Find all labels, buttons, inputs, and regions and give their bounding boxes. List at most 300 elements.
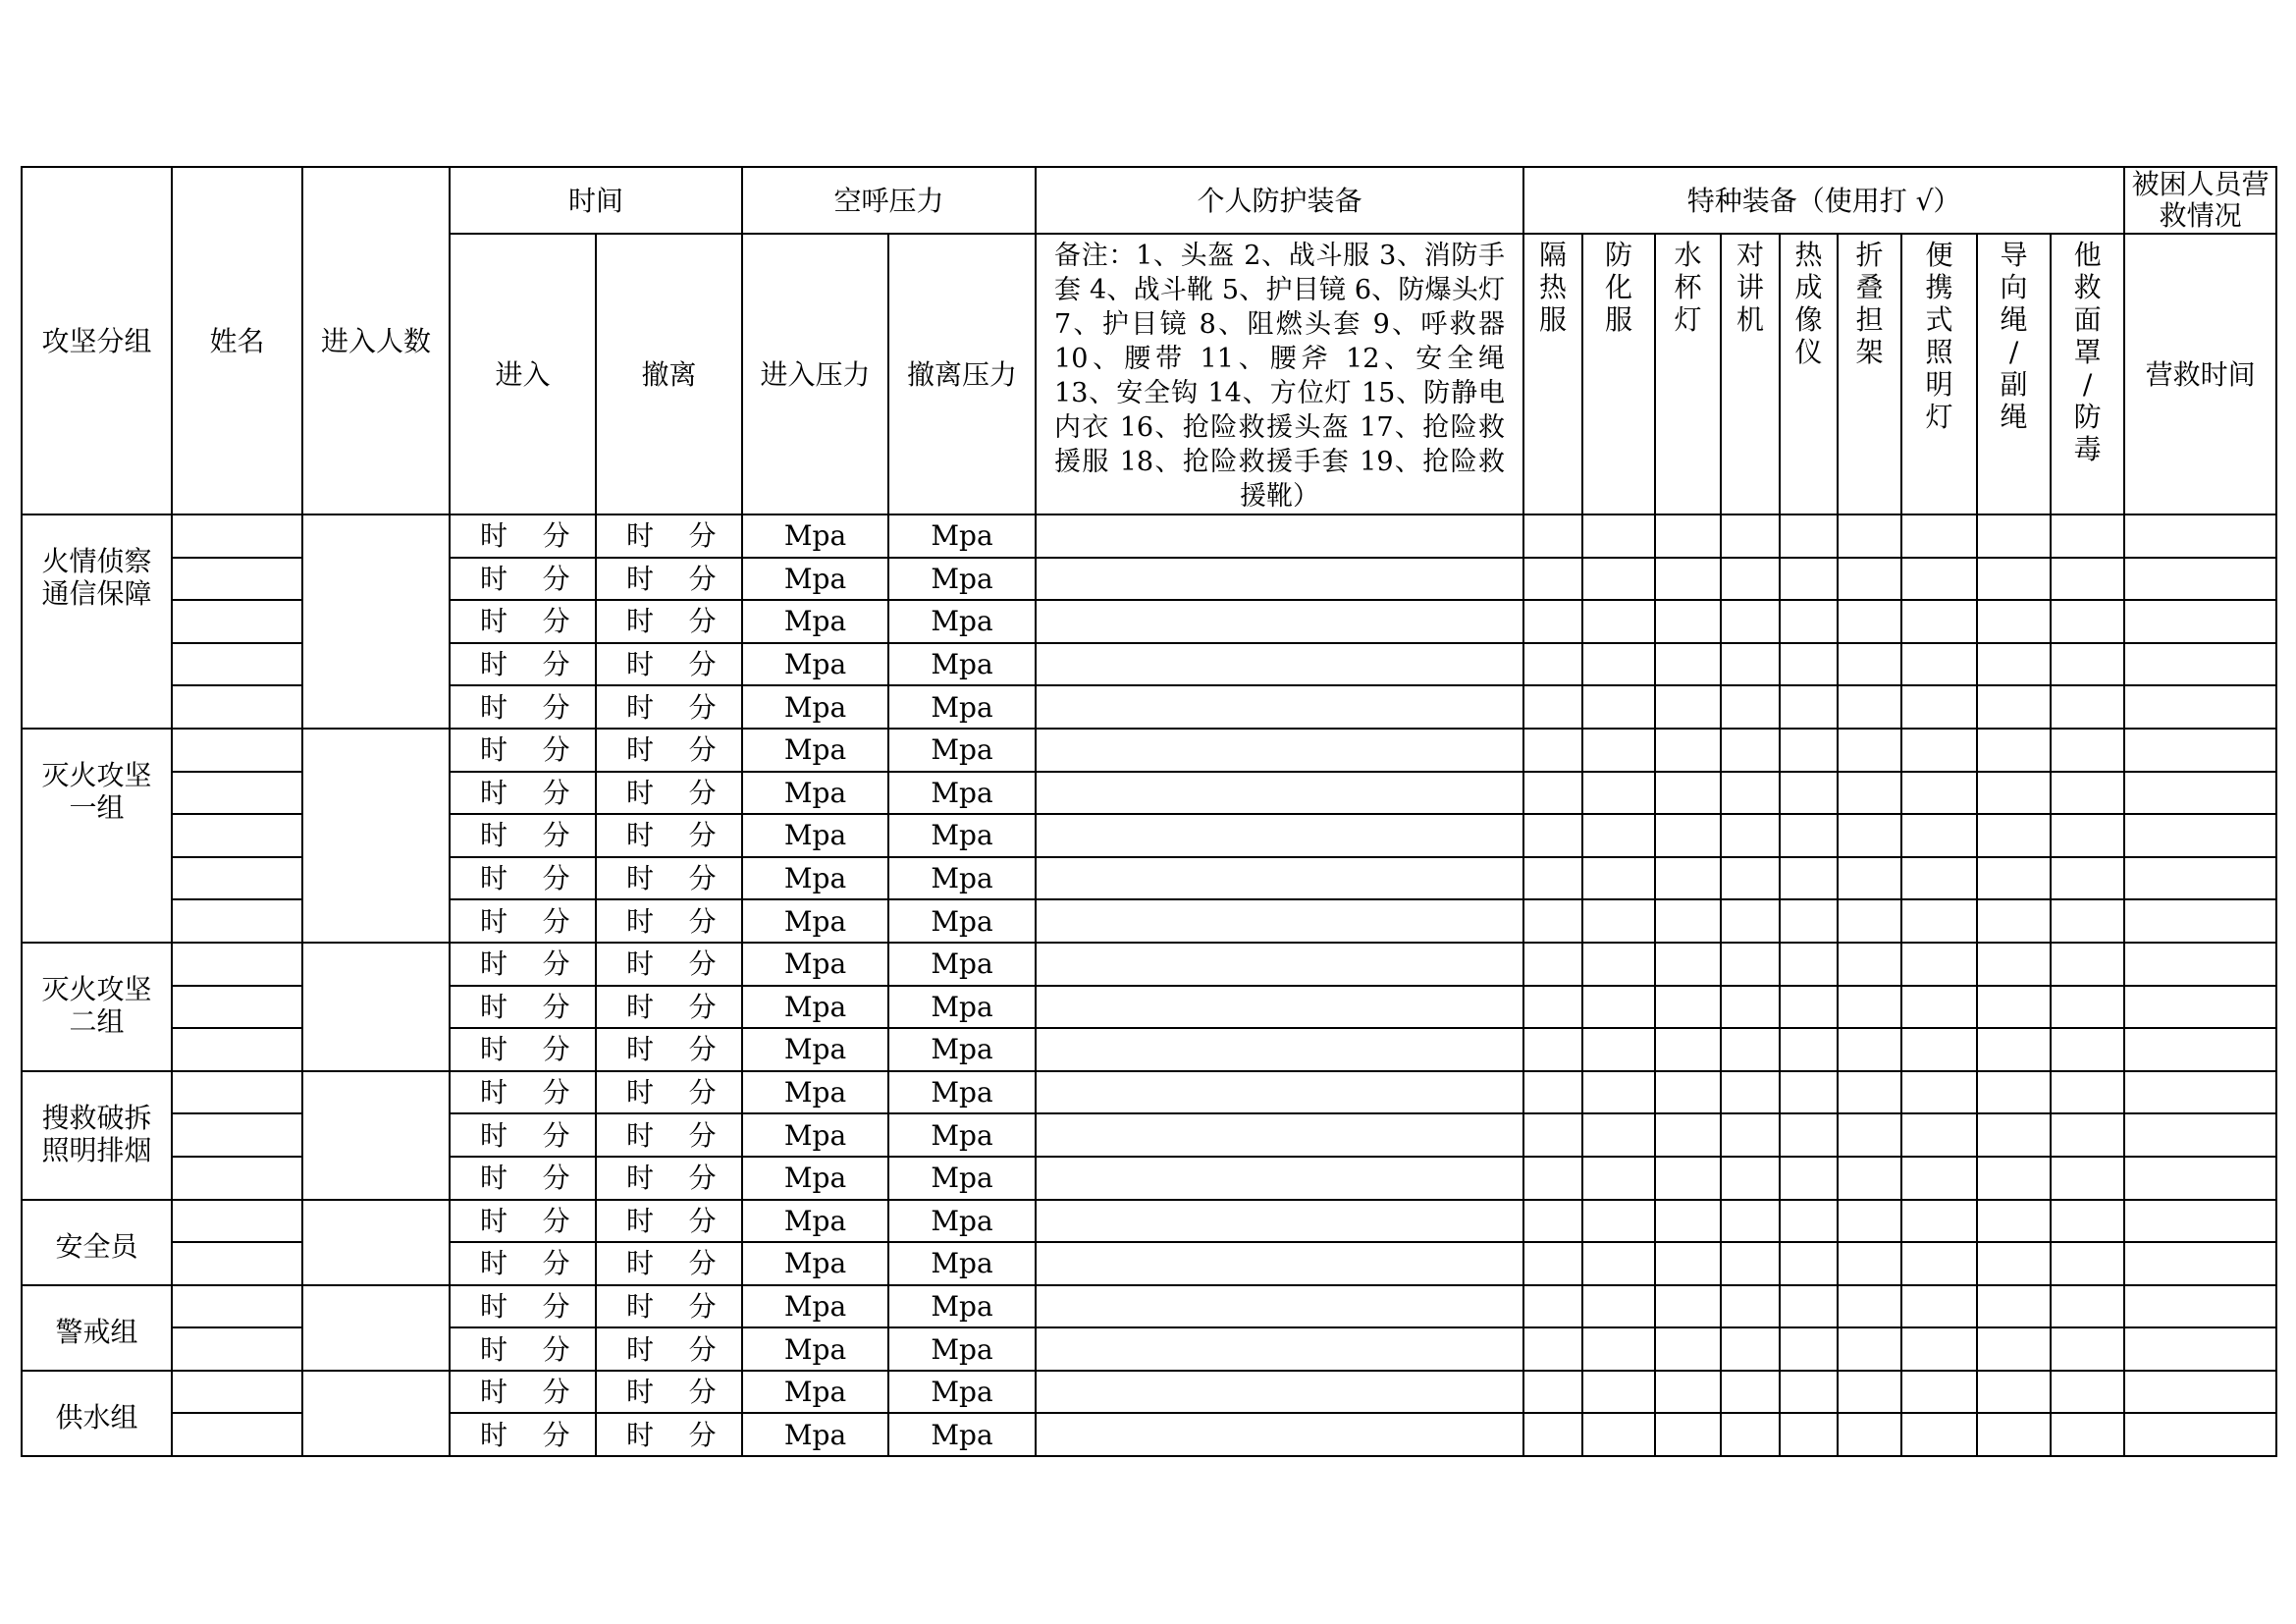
time-enter-cell[interactable]: 时 分 bbox=[450, 1113, 596, 1157]
special-equipment-check-cell[interactable] bbox=[2051, 1113, 2124, 1157]
special-equipment-check-cell[interactable] bbox=[1901, 1113, 1977, 1157]
special-equipment-check-cell[interactable] bbox=[2051, 1200, 2124, 1243]
special-equipment-check-cell[interactable] bbox=[1582, 1413, 1655, 1456]
special-equipment-check-cell[interactable] bbox=[1655, 600, 1721, 643]
special-equipment-check-cell[interactable] bbox=[1977, 514, 2051, 558]
pressure-exit-cell[interactable]: Mpa bbox=[888, 1157, 1036, 1200]
special-equipment-check-cell[interactable] bbox=[1655, 943, 1721, 986]
count-input-cell[interactable] bbox=[302, 1071, 450, 1200]
name-input-cell[interactable] bbox=[172, 943, 302, 986]
time-enter-cell[interactable]: 时 分 bbox=[450, 857, 596, 900]
special-equipment-check-cell[interactable] bbox=[1838, 1071, 1901, 1114]
time-enter-cell[interactable]: 时 分 bbox=[450, 1413, 596, 1456]
special-equipment-check-cell[interactable] bbox=[1977, 1028, 2051, 1071]
rescue-time-cell[interactable] bbox=[2124, 1157, 2276, 1200]
special-equipment-check-cell[interactable] bbox=[1523, 643, 1582, 686]
personal-equipment-cell[interactable] bbox=[1036, 1071, 1523, 1114]
special-equipment-check-cell[interactable] bbox=[1977, 899, 2051, 943]
pressure-enter-cell[interactable]: Mpa bbox=[742, 1028, 888, 1071]
name-input-cell[interactable] bbox=[172, 729, 302, 772]
special-equipment-check-cell[interactable] bbox=[1523, 1413, 1582, 1456]
special-equipment-check-cell[interactable] bbox=[1838, 1200, 1901, 1243]
time-enter-cell[interactable]: 时 分 bbox=[450, 1371, 596, 1414]
name-input-cell[interactable] bbox=[172, 1285, 302, 1328]
special-equipment-check-cell[interactable] bbox=[1780, 1200, 1838, 1243]
name-input-cell[interactable] bbox=[172, 1242, 302, 1285]
time-enter-cell[interactable]: 时 分 bbox=[450, 1071, 596, 1114]
special-equipment-check-cell[interactable] bbox=[2051, 899, 2124, 943]
personal-equipment-cell[interactable] bbox=[1036, 1200, 1523, 1243]
special-equipment-check-cell[interactable] bbox=[1901, 643, 1977, 686]
name-input-cell[interactable] bbox=[172, 899, 302, 943]
special-equipment-check-cell[interactable] bbox=[1838, 857, 1901, 900]
special-equipment-check-cell[interactable] bbox=[1655, 558, 1721, 601]
rescue-time-cell[interactable] bbox=[2124, 558, 2276, 601]
special-equipment-check-cell[interactable] bbox=[1655, 899, 1721, 943]
special-equipment-check-cell[interactable] bbox=[1977, 1200, 2051, 1243]
special-equipment-check-cell[interactable] bbox=[1838, 643, 1901, 686]
special-equipment-check-cell[interactable] bbox=[1901, 772, 1977, 815]
special-equipment-check-cell[interactable] bbox=[1780, 772, 1838, 815]
special-equipment-check-cell[interactable] bbox=[1582, 1113, 1655, 1157]
special-equipment-check-cell[interactable] bbox=[1721, 1071, 1780, 1114]
time-exit-cell[interactable]: 时 分 bbox=[596, 1028, 742, 1071]
special-equipment-check-cell[interactable] bbox=[1721, 899, 1780, 943]
rescue-time-cell[interactable] bbox=[2124, 1028, 2276, 1071]
special-equipment-check-cell[interactable] bbox=[1721, 1113, 1780, 1157]
pressure-enter-cell[interactable]: Mpa bbox=[742, 1285, 888, 1328]
time-enter-cell[interactable]: 时 分 bbox=[450, 643, 596, 686]
rescue-time-cell[interactable] bbox=[2124, 1242, 2276, 1285]
special-equipment-check-cell[interactable] bbox=[1523, 685, 1582, 729]
rescue-time-cell[interactable] bbox=[2124, 685, 2276, 729]
count-input-cell[interactable] bbox=[302, 1200, 450, 1285]
personal-equipment-cell[interactable] bbox=[1036, 1028, 1523, 1071]
time-exit-cell[interactable]: 时 分 bbox=[596, 729, 742, 772]
time-exit-cell[interactable]: 时 分 bbox=[596, 857, 742, 900]
special-equipment-check-cell[interactable] bbox=[1523, 600, 1582, 643]
special-equipment-check-cell[interactable] bbox=[1977, 1157, 2051, 1200]
special-equipment-check-cell[interactable] bbox=[1655, 1028, 1721, 1071]
special-equipment-check-cell[interactable] bbox=[1523, 1113, 1582, 1157]
name-input-cell[interactable] bbox=[172, 1327, 302, 1371]
special-equipment-check-cell[interactable] bbox=[1780, 1242, 1838, 1285]
special-equipment-check-cell[interactable] bbox=[1838, 943, 1901, 986]
rescue-time-cell[interactable] bbox=[2124, 943, 2276, 986]
time-exit-cell[interactable]: 时 分 bbox=[596, 1157, 742, 1200]
time-exit-cell[interactable]: 时 分 bbox=[596, 1113, 742, 1157]
pressure-exit-cell[interactable]: Mpa bbox=[888, 643, 1036, 686]
special-equipment-check-cell[interactable] bbox=[1838, 1413, 1901, 1456]
personal-equipment-cell[interactable] bbox=[1036, 943, 1523, 986]
pressure-exit-cell[interactable]: Mpa bbox=[888, 1071, 1036, 1114]
pressure-enter-cell[interactable]: Mpa bbox=[742, 899, 888, 943]
special-equipment-check-cell[interactable] bbox=[2051, 1371, 2124, 1414]
personal-equipment-cell[interactable] bbox=[1036, 729, 1523, 772]
special-equipment-check-cell[interactable] bbox=[1780, 986, 1838, 1029]
personal-equipment-cell[interactable] bbox=[1036, 1113, 1523, 1157]
special-equipment-check-cell[interactable] bbox=[1721, 558, 1780, 601]
special-equipment-check-cell[interactable] bbox=[1582, 943, 1655, 986]
personal-equipment-cell[interactable] bbox=[1036, 600, 1523, 643]
special-equipment-check-cell[interactable] bbox=[1901, 986, 1977, 1029]
special-equipment-check-cell[interactable] bbox=[1901, 1242, 1977, 1285]
name-input-cell[interactable] bbox=[172, 1157, 302, 1200]
special-equipment-check-cell[interactable] bbox=[1977, 943, 2051, 986]
special-equipment-check-cell[interactable] bbox=[1977, 1413, 2051, 1456]
pressure-exit-cell[interactable]: Mpa bbox=[888, 943, 1036, 986]
special-equipment-check-cell[interactable] bbox=[1838, 729, 1901, 772]
special-equipment-check-cell[interactable] bbox=[2051, 1285, 2124, 1328]
personal-equipment-cell[interactable] bbox=[1036, 1413, 1523, 1456]
special-equipment-check-cell[interactable] bbox=[1523, 772, 1582, 815]
pressure-exit-cell[interactable]: Mpa bbox=[888, 558, 1036, 601]
time-exit-cell[interactable]: 时 分 bbox=[596, 643, 742, 686]
special-equipment-check-cell[interactable] bbox=[2051, 514, 2124, 558]
special-equipment-check-cell[interactable] bbox=[1582, 1157, 1655, 1200]
special-equipment-check-cell[interactable] bbox=[1523, 857, 1582, 900]
pressure-exit-cell[interactable]: Mpa bbox=[888, 986, 1036, 1029]
special-equipment-check-cell[interactable] bbox=[1582, 600, 1655, 643]
special-equipment-check-cell[interactable] bbox=[2051, 643, 2124, 686]
personal-equipment-cell[interactable] bbox=[1036, 685, 1523, 729]
special-equipment-check-cell[interactable] bbox=[1582, 1285, 1655, 1328]
special-equipment-check-cell[interactable] bbox=[1901, 729, 1977, 772]
special-equipment-check-cell[interactable] bbox=[1655, 1327, 1721, 1371]
special-equipment-check-cell[interactable] bbox=[1721, 857, 1780, 900]
special-equipment-check-cell[interactable] bbox=[1780, 1028, 1838, 1071]
special-equipment-check-cell[interactable] bbox=[1838, 558, 1901, 601]
time-enter-cell[interactable]: 时 分 bbox=[450, 1242, 596, 1285]
special-equipment-check-cell[interactable] bbox=[1838, 1285, 1901, 1328]
pressure-enter-cell[interactable]: Mpa bbox=[742, 1071, 888, 1114]
special-equipment-check-cell[interactable] bbox=[1780, 1071, 1838, 1114]
time-exit-cell[interactable]: 时 分 bbox=[596, 1371, 742, 1414]
special-equipment-check-cell[interactable] bbox=[1780, 899, 1838, 943]
special-equipment-check-cell[interactable] bbox=[1523, 558, 1582, 601]
count-input-cell[interactable] bbox=[302, 943, 450, 1071]
pressure-exit-cell[interactable]: Mpa bbox=[888, 1028, 1036, 1071]
pressure-exit-cell[interactable]: Mpa bbox=[888, 1242, 1036, 1285]
name-input-cell[interactable] bbox=[172, 986, 302, 1029]
special-equipment-check-cell[interactable] bbox=[1838, 600, 1901, 643]
special-equipment-check-cell[interactable] bbox=[1901, 943, 1977, 986]
special-equipment-check-cell[interactable] bbox=[1523, 1371, 1582, 1414]
time-exit-cell[interactable]: 时 分 bbox=[596, 943, 742, 986]
time-enter-cell[interactable]: 时 分 bbox=[450, 600, 596, 643]
pressure-exit-cell[interactable]: Mpa bbox=[888, 1327, 1036, 1371]
time-enter-cell[interactable]: 时 分 bbox=[450, 685, 596, 729]
pressure-exit-cell[interactable]: Mpa bbox=[888, 729, 1036, 772]
special-equipment-check-cell[interactable] bbox=[1838, 1242, 1901, 1285]
special-equipment-check-cell[interactable] bbox=[1721, 1327, 1780, 1371]
special-equipment-check-cell[interactable] bbox=[1582, 1200, 1655, 1243]
special-equipment-check-cell[interactable] bbox=[1582, 857, 1655, 900]
time-exit-cell[interactable]: 时 分 bbox=[596, 814, 742, 857]
name-input-cell[interactable] bbox=[172, 1371, 302, 1414]
special-equipment-check-cell[interactable] bbox=[1721, 986, 1780, 1029]
special-equipment-check-cell[interactable] bbox=[1977, 643, 2051, 686]
pressure-enter-cell[interactable]: Mpa bbox=[742, 600, 888, 643]
time-enter-cell[interactable]: 时 分 bbox=[450, 1327, 596, 1371]
special-equipment-check-cell[interactable] bbox=[2051, 814, 2124, 857]
special-equipment-check-cell[interactable] bbox=[2051, 857, 2124, 900]
special-equipment-check-cell[interactable] bbox=[1780, 1157, 1838, 1200]
special-equipment-check-cell[interactable] bbox=[1977, 772, 2051, 815]
pressure-enter-cell[interactable]: Mpa bbox=[742, 1157, 888, 1200]
personal-equipment-cell[interactable] bbox=[1036, 986, 1523, 1029]
pressure-exit-cell[interactable]: Mpa bbox=[888, 1113, 1036, 1157]
special-equipment-check-cell[interactable] bbox=[1523, 514, 1582, 558]
special-equipment-check-cell[interactable] bbox=[1582, 1327, 1655, 1371]
special-equipment-check-cell[interactable] bbox=[2051, 685, 2124, 729]
special-equipment-check-cell[interactable] bbox=[1655, 1242, 1721, 1285]
special-equipment-check-cell[interactable] bbox=[1655, 514, 1721, 558]
rescue-time-cell[interactable] bbox=[2124, 1113, 2276, 1157]
personal-equipment-cell[interactable] bbox=[1036, 1327, 1523, 1371]
pressure-enter-cell[interactable]: Mpa bbox=[742, 514, 888, 558]
time-enter-cell[interactable]: 时 分 bbox=[450, 1200, 596, 1243]
special-equipment-check-cell[interactable] bbox=[1721, 772, 1780, 815]
special-equipment-check-cell[interactable] bbox=[2051, 943, 2124, 986]
special-equipment-check-cell[interactable] bbox=[1780, 857, 1838, 900]
special-equipment-check-cell[interactable] bbox=[1523, 729, 1582, 772]
time-exit-cell[interactable]: 时 分 bbox=[596, 1285, 742, 1328]
time-exit-cell[interactable]: 时 分 bbox=[596, 1413, 742, 1456]
special-equipment-check-cell[interactable] bbox=[1721, 1157, 1780, 1200]
special-equipment-check-cell[interactable] bbox=[1582, 514, 1655, 558]
special-equipment-check-cell[interactable] bbox=[1977, 558, 2051, 601]
special-equipment-check-cell[interactable] bbox=[1977, 1113, 2051, 1157]
special-equipment-check-cell[interactable] bbox=[1655, 1113, 1721, 1157]
special-equipment-check-cell[interactable] bbox=[1523, 1285, 1582, 1328]
special-equipment-check-cell[interactable] bbox=[1582, 643, 1655, 686]
name-input-cell[interactable] bbox=[172, 1028, 302, 1071]
special-equipment-check-cell[interactable] bbox=[1780, 729, 1838, 772]
special-equipment-check-cell[interactable] bbox=[2051, 1327, 2124, 1371]
rescue-time-cell[interactable] bbox=[2124, 857, 2276, 900]
time-enter-cell[interactable]: 时 分 bbox=[450, 729, 596, 772]
name-input-cell[interactable] bbox=[172, 600, 302, 643]
rescue-time-cell[interactable] bbox=[2124, 986, 2276, 1029]
special-equipment-check-cell[interactable] bbox=[1780, 1285, 1838, 1328]
personal-equipment-cell[interactable] bbox=[1036, 1242, 1523, 1285]
special-equipment-check-cell[interactable] bbox=[1582, 772, 1655, 815]
special-equipment-check-cell[interactable] bbox=[1977, 1285, 2051, 1328]
special-equipment-check-cell[interactable] bbox=[1838, 1157, 1901, 1200]
time-enter-cell[interactable]: 时 分 bbox=[450, 899, 596, 943]
pressure-enter-cell[interactable]: Mpa bbox=[742, 943, 888, 986]
time-enter-cell[interactable]: 时 分 bbox=[450, 558, 596, 601]
special-equipment-check-cell[interactable] bbox=[2051, 1028, 2124, 1071]
special-equipment-check-cell[interactable] bbox=[1838, 1371, 1901, 1414]
special-equipment-check-cell[interactable] bbox=[1901, 1413, 1977, 1456]
personal-equipment-cell[interactable] bbox=[1036, 1371, 1523, 1414]
special-equipment-check-cell[interactable] bbox=[1523, 1071, 1582, 1114]
personal-equipment-cell[interactable] bbox=[1036, 558, 1523, 601]
special-equipment-check-cell[interactable] bbox=[1721, 1371, 1780, 1414]
special-equipment-check-cell[interactable] bbox=[1977, 1371, 2051, 1414]
special-equipment-check-cell[interactable] bbox=[1838, 1113, 1901, 1157]
rescue-time-cell[interactable] bbox=[2124, 643, 2276, 686]
pressure-enter-cell[interactable]: Mpa bbox=[742, 772, 888, 815]
name-input-cell[interactable] bbox=[172, 558, 302, 601]
count-input-cell[interactable] bbox=[302, 514, 450, 729]
special-equipment-check-cell[interactable] bbox=[1721, 685, 1780, 729]
special-equipment-check-cell[interactable] bbox=[1901, 1285, 1977, 1328]
special-equipment-check-cell[interactable] bbox=[1838, 1028, 1901, 1071]
special-equipment-check-cell[interactable] bbox=[1901, 1028, 1977, 1071]
special-equipment-check-cell[interactable] bbox=[1901, 1071, 1977, 1114]
special-equipment-check-cell[interactable] bbox=[1721, 1028, 1780, 1071]
special-equipment-check-cell[interactable] bbox=[1523, 986, 1582, 1029]
special-equipment-check-cell[interactable] bbox=[1901, 1157, 1977, 1200]
special-equipment-check-cell[interactable] bbox=[1655, 1285, 1721, 1328]
personal-equipment-cell[interactable] bbox=[1036, 1285, 1523, 1328]
special-equipment-check-cell[interactable] bbox=[1721, 814, 1780, 857]
name-input-cell[interactable] bbox=[172, 814, 302, 857]
special-equipment-check-cell[interactable] bbox=[1780, 685, 1838, 729]
special-equipment-check-cell[interactable] bbox=[2051, 1157, 2124, 1200]
time-exit-cell[interactable]: 时 分 bbox=[596, 685, 742, 729]
special-equipment-check-cell[interactable] bbox=[1582, 899, 1655, 943]
special-equipment-check-cell[interactable] bbox=[1780, 1327, 1838, 1371]
special-equipment-check-cell[interactable] bbox=[1901, 1200, 1977, 1243]
special-equipment-check-cell[interactable] bbox=[1523, 943, 1582, 986]
special-equipment-check-cell[interactable] bbox=[1582, 685, 1655, 729]
special-equipment-check-cell[interactable] bbox=[1523, 1157, 1582, 1200]
personal-equipment-cell[interactable] bbox=[1036, 814, 1523, 857]
special-equipment-check-cell[interactable] bbox=[1977, 857, 2051, 900]
pressure-exit-cell[interactable]: Mpa bbox=[888, 857, 1036, 900]
time-enter-cell[interactable]: 时 分 bbox=[450, 986, 596, 1029]
special-equipment-check-cell[interactable] bbox=[1780, 643, 1838, 686]
pressure-enter-cell[interactable]: Mpa bbox=[742, 814, 888, 857]
special-equipment-check-cell[interactable] bbox=[1523, 1200, 1582, 1243]
rescue-time-cell[interactable] bbox=[2124, 514, 2276, 558]
special-equipment-check-cell[interactable] bbox=[1721, 1242, 1780, 1285]
pressure-enter-cell[interactable]: Mpa bbox=[742, 1242, 888, 1285]
special-equipment-check-cell[interactable] bbox=[1721, 729, 1780, 772]
special-equipment-check-cell[interactable] bbox=[2051, 558, 2124, 601]
special-equipment-check-cell[interactable] bbox=[1977, 600, 2051, 643]
pressure-enter-cell[interactable]: Mpa bbox=[742, 986, 888, 1029]
special-equipment-check-cell[interactable] bbox=[1523, 899, 1582, 943]
name-input-cell[interactable] bbox=[172, 514, 302, 558]
special-equipment-check-cell[interactable] bbox=[1523, 1327, 1582, 1371]
pressure-exit-cell[interactable]: Mpa bbox=[888, 1413, 1036, 1456]
name-input-cell[interactable] bbox=[172, 857, 302, 900]
special-equipment-check-cell[interactable] bbox=[1901, 814, 1977, 857]
rescue-time-cell[interactable] bbox=[2124, 600, 2276, 643]
name-input-cell[interactable] bbox=[172, 1200, 302, 1243]
time-enter-cell[interactable]: 时 分 bbox=[450, 943, 596, 986]
special-equipment-check-cell[interactable] bbox=[1977, 1242, 2051, 1285]
special-equipment-check-cell[interactable] bbox=[2051, 1413, 2124, 1456]
special-equipment-check-cell[interactable] bbox=[1901, 1371, 1977, 1414]
time-exit-cell[interactable]: 时 分 bbox=[596, 514, 742, 558]
special-equipment-check-cell[interactable] bbox=[1582, 1371, 1655, 1414]
rescue-time-cell[interactable] bbox=[2124, 1371, 2276, 1414]
special-equipment-check-cell[interactable] bbox=[1901, 600, 1977, 643]
time-exit-cell[interactable]: 时 分 bbox=[596, 986, 742, 1029]
special-equipment-check-cell[interactable] bbox=[1655, 685, 1721, 729]
special-equipment-check-cell[interactable] bbox=[2051, 1071, 2124, 1114]
special-equipment-check-cell[interactable] bbox=[1523, 814, 1582, 857]
special-equipment-check-cell[interactable] bbox=[1655, 814, 1721, 857]
special-equipment-check-cell[interactable] bbox=[2051, 1242, 2124, 1285]
pressure-enter-cell[interactable]: Mpa bbox=[742, 1200, 888, 1243]
special-equipment-check-cell[interactable] bbox=[1721, 1285, 1780, 1328]
pressure-enter-cell[interactable]: Mpa bbox=[742, 643, 888, 686]
special-equipment-check-cell[interactable] bbox=[2051, 772, 2124, 815]
special-equipment-check-cell[interactable] bbox=[1977, 1327, 2051, 1371]
name-input-cell[interactable] bbox=[172, 1071, 302, 1114]
personal-equipment-cell[interactable] bbox=[1036, 514, 1523, 558]
personal-equipment-cell[interactable] bbox=[1036, 857, 1523, 900]
special-equipment-check-cell[interactable] bbox=[1582, 1028, 1655, 1071]
special-equipment-check-cell[interactable] bbox=[2051, 986, 2124, 1029]
special-equipment-check-cell[interactable] bbox=[1582, 986, 1655, 1029]
special-equipment-check-cell[interactable] bbox=[1780, 1113, 1838, 1157]
personal-equipment-cell[interactable] bbox=[1036, 643, 1523, 686]
special-equipment-check-cell[interactable] bbox=[1721, 514, 1780, 558]
time-exit-cell[interactable]: 时 分 bbox=[596, 899, 742, 943]
pressure-exit-cell[interactable]: Mpa bbox=[888, 1371, 1036, 1414]
special-equipment-check-cell[interactable] bbox=[1901, 558, 1977, 601]
special-equipment-check-cell[interactable] bbox=[1780, 943, 1838, 986]
special-equipment-check-cell[interactable] bbox=[1838, 772, 1901, 815]
special-equipment-check-cell[interactable] bbox=[1977, 685, 2051, 729]
special-equipment-check-cell[interactable] bbox=[1977, 986, 2051, 1029]
pressure-exit-cell[interactable]: Mpa bbox=[888, 899, 1036, 943]
pressure-enter-cell[interactable]: Mpa bbox=[742, 685, 888, 729]
special-equipment-check-cell[interactable] bbox=[1901, 685, 1977, 729]
time-exit-cell[interactable]: 时 分 bbox=[596, 1200, 742, 1243]
count-input-cell[interactable] bbox=[302, 1371, 450, 1456]
pressure-exit-cell[interactable]: Mpa bbox=[888, 514, 1036, 558]
special-equipment-check-cell[interactable] bbox=[1523, 1242, 1582, 1285]
time-enter-cell[interactable]: 时 分 bbox=[450, 814, 596, 857]
special-equipment-check-cell[interactable] bbox=[2051, 729, 2124, 772]
name-input-cell[interactable] bbox=[172, 643, 302, 686]
special-equipment-check-cell[interactable] bbox=[1655, 772, 1721, 815]
pressure-exit-cell[interactable]: Mpa bbox=[888, 685, 1036, 729]
special-equipment-check-cell[interactable] bbox=[1901, 1327, 1977, 1371]
time-enter-cell[interactable]: 时 分 bbox=[450, 1285, 596, 1328]
special-equipment-check-cell[interactable] bbox=[1838, 814, 1901, 857]
special-equipment-check-cell[interactable] bbox=[1655, 729, 1721, 772]
special-equipment-check-cell[interactable] bbox=[1977, 729, 2051, 772]
rescue-time-cell[interactable] bbox=[2124, 1200, 2276, 1243]
special-equipment-check-cell[interactable] bbox=[1655, 1071, 1721, 1114]
rescue-time-cell[interactable] bbox=[2124, 729, 2276, 772]
rescue-time-cell[interactable] bbox=[2124, 814, 2276, 857]
special-equipment-check-cell[interactable] bbox=[1901, 514, 1977, 558]
special-equipment-check-cell[interactable] bbox=[1838, 986, 1901, 1029]
special-equipment-check-cell[interactable] bbox=[1655, 643, 1721, 686]
special-equipment-check-cell[interactable] bbox=[1780, 558, 1838, 601]
special-equipment-check-cell[interactable] bbox=[1655, 1157, 1721, 1200]
special-equipment-check-cell[interactable] bbox=[1721, 600, 1780, 643]
special-equipment-check-cell[interactable] bbox=[1582, 814, 1655, 857]
name-input-cell[interactable] bbox=[172, 685, 302, 729]
pressure-enter-cell[interactable]: Mpa bbox=[742, 1327, 888, 1371]
special-equipment-check-cell[interactable] bbox=[1838, 899, 1901, 943]
pressure-enter-cell[interactable]: Mpa bbox=[742, 1413, 888, 1456]
special-equipment-check-cell[interactable] bbox=[1838, 685, 1901, 729]
pressure-exit-cell[interactable]: Mpa bbox=[888, 814, 1036, 857]
